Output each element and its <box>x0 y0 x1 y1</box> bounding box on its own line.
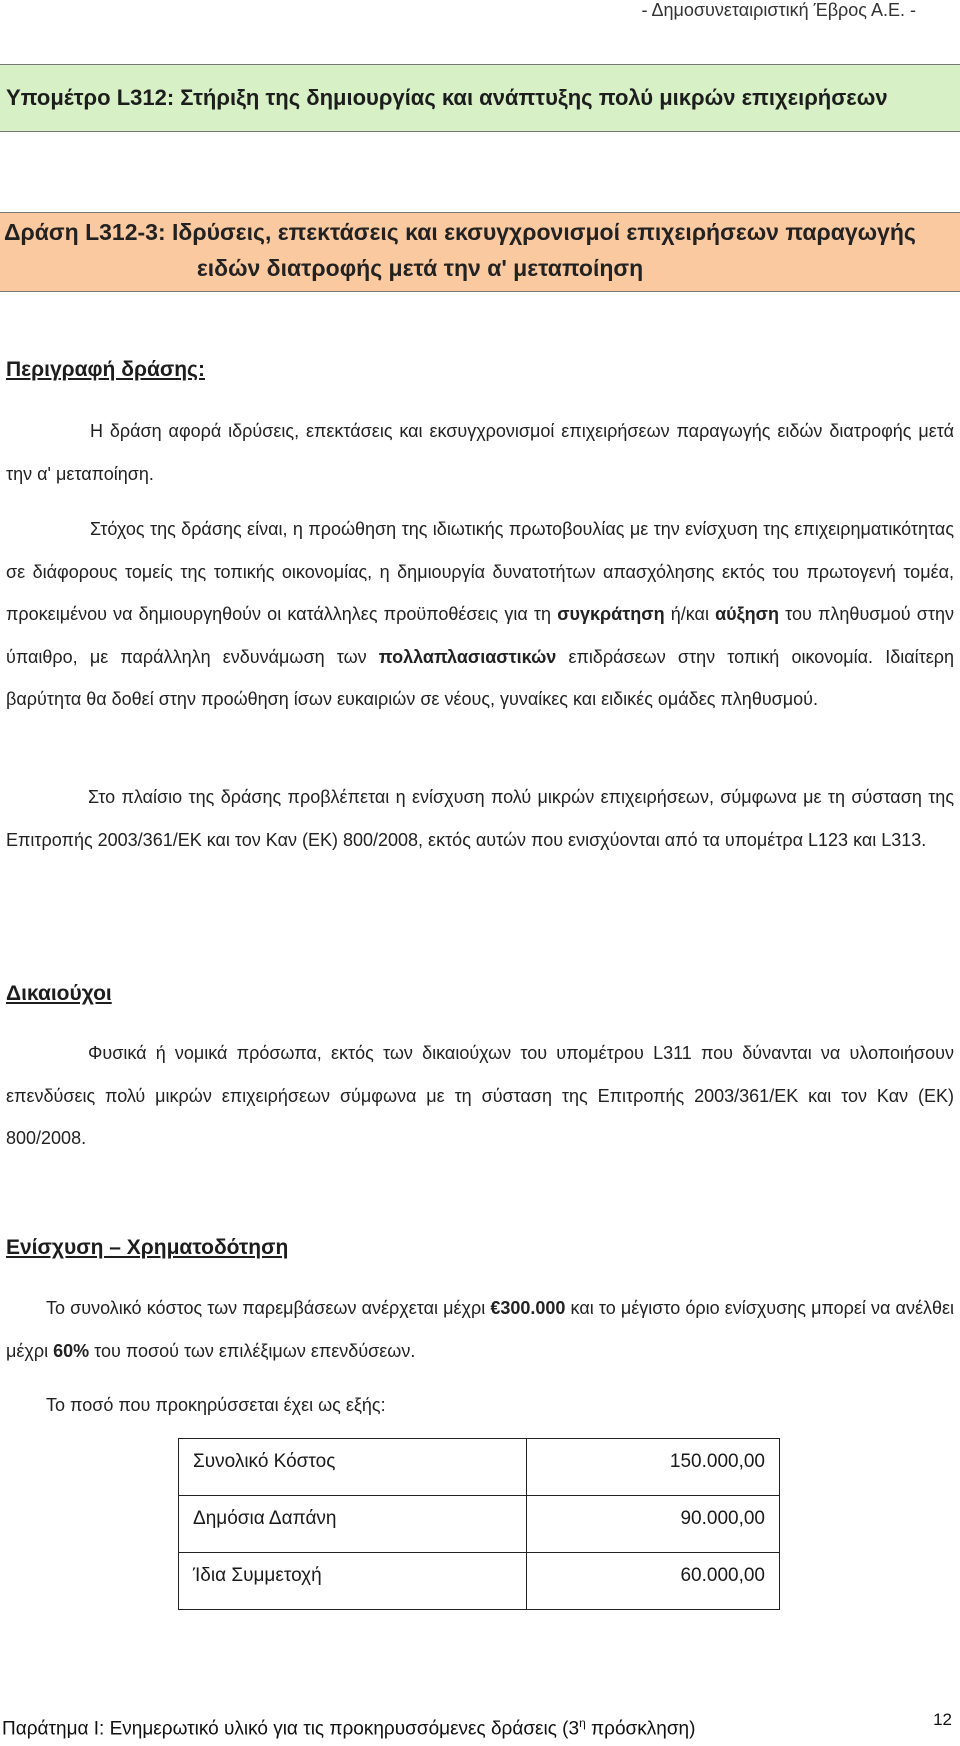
action-title-line2: ειδών διατροφής μετά την α' μεταποίηση <box>196 255 644 281</box>
bold-total-cost: €300.000 <box>490 1298 566 1318</box>
table-row <box>179 1496 780 1553</box>
document-footer: Παράτημα Ι: Ενημερωτικό υλικό για τις προκηρυσσόμενες δράσεις ($3^\eta$ πρόσκληση) <box>2 1716 696 1740</box>
description-paragraph-2: Στόχος της δράσης είναι, η προώθηση της ιδιωτικής πρωτοβουλίας με την ενίσχυση της επιχειρηματικότητας σε διάφορους τομείς της τοπικής οικονομίας, η δημιουργία δυνατοτήτων απασχόλησης εκτός του πρωτογενή τομέα, προκειμένου να δημιουργηθούν οι κατάλληλες προϋποθέσεις για τη συγκράτηση ή/και αύξηση του πληθυσμού στην ύπαιθρο, με παράλληλη ενδυνάμωση των πολλαπλασιαστικών επιδράσεων στην τοπική οικονομία. Ιδιαίτερη βαρύτητα θα δοθεί στην προώθηση ίσων ευκαιριών σε νέους, γυναίκες και ειδικές ομάδες πληθυσμού. <box>6 519 955 709</box>
bold-percentage: 60% <box>53 1340 90 1361</box>
table-row <box>179 1439 780 1496</box>
page-number: 12 <box>933 1710 952 1729</box>
bold-multiplier: πολλαπλασιαστικών <box>378 646 557 667</box>
table-cell-value: 60.000,00 <box>526 1553 779 1610</box>
funding-heading: Ενίσχυση – Χρηματοδότηση <box>6 1236 289 1259</box>
submeasure-title: Υπομέτρο L312: Στήριξη της δημιουργίας και ανάπτυξης πολύ μικρών επιχειρήσεων <box>6 85 888 110</box>
table-row <box>179 1553 780 1610</box>
funding-paragraph-2: Το ποσό που προκηρύσσεται έχει ως εξής: <box>46 1395 386 1415</box>
funding-paragraph-1: Το συνολικό κόστος των παρεμβάσεων ανέρχεται μέχρι €300.000 και το μέγιστο όριο ενίσχυσης μπορεί να ανέλθει μέχρι 60% του ποσού των επιλέξιμων επενδύσεων. <box>6 1298 955 1361</box>
submeasure-banner <box>0 64 960 132</box>
beneficiaries-paragraph: Φυσικά ή νομικά πρόσωπα, εκτός των δικαιούχων του υπομέτρου L311 που δύνανται να υλοποιήσουν επενδύσεις πολύ μικρών επιχειρήσεων σύμφωνα με τη σύσταση της Επιτροπής 2003/361/ΕΚ και τον Καν (ΕΚ) 800/2008. <box>6 1043 954 1148</box>
table-cell-value: 150.000,00 <box>526 1439 779 1496</box>
table-cell-label: Συνολικό Κόστος <box>179 1439 527 1496</box>
beneficiaries-heading: Δικαιούχοι <box>6 982 112 1005</box>
table-cell-label: Δημόσια Δαπάνη <box>179 1496 527 1553</box>
description-paragraph-3: Στο πλαίσιο της δράσης προβλέπεται η ενίσχυση πολύ μικρών επιχειρήσεων, σύμφωνα με τη σύσταση της Επιτροπής 2003/361/ΕΚ και τον Καν (ΕΚ) 800/2008, εκτός αυτών που ενισχύονται από τα υπομέτρα L123 και L313. <box>6 787 954 850</box>
document-header: - Δημοσυνεταιριστική Έβρος Α.Ε. - <box>641 0 916 20</box>
footer-superscript: η <box>579 1716 586 1730</box>
bold-increase: αύξηση <box>715 604 779 624</box>
action-title-line1: Δράση L312-3: Ιδρύσεις, επεκτάσεις και εκσυγχρονισμοί επιχειρήσεων παραγωγής <box>4 219 916 245</box>
table-cell-label: Ίδια Συμμετοχή <box>179 1553 527 1610</box>
funding-table <box>178 1438 780 1610</box>
description-paragraph-1: Η δράση αφορά ιδρύσεις, επεκτάσεις και εκσυγχρονισμοί επιχειρήσεων παραγωγής ειδών διατροφής μετά την α' μεταποίηση. <box>6 421 954 484</box>
action-banner <box>0 212 960 292</box>
description-heading: Περιγραφή δράσης: <box>6 358 205 381</box>
table-cell-value: 90.000,00 <box>526 1496 779 1553</box>
bold-retention: συγκράτηση <box>557 604 665 624</box>
